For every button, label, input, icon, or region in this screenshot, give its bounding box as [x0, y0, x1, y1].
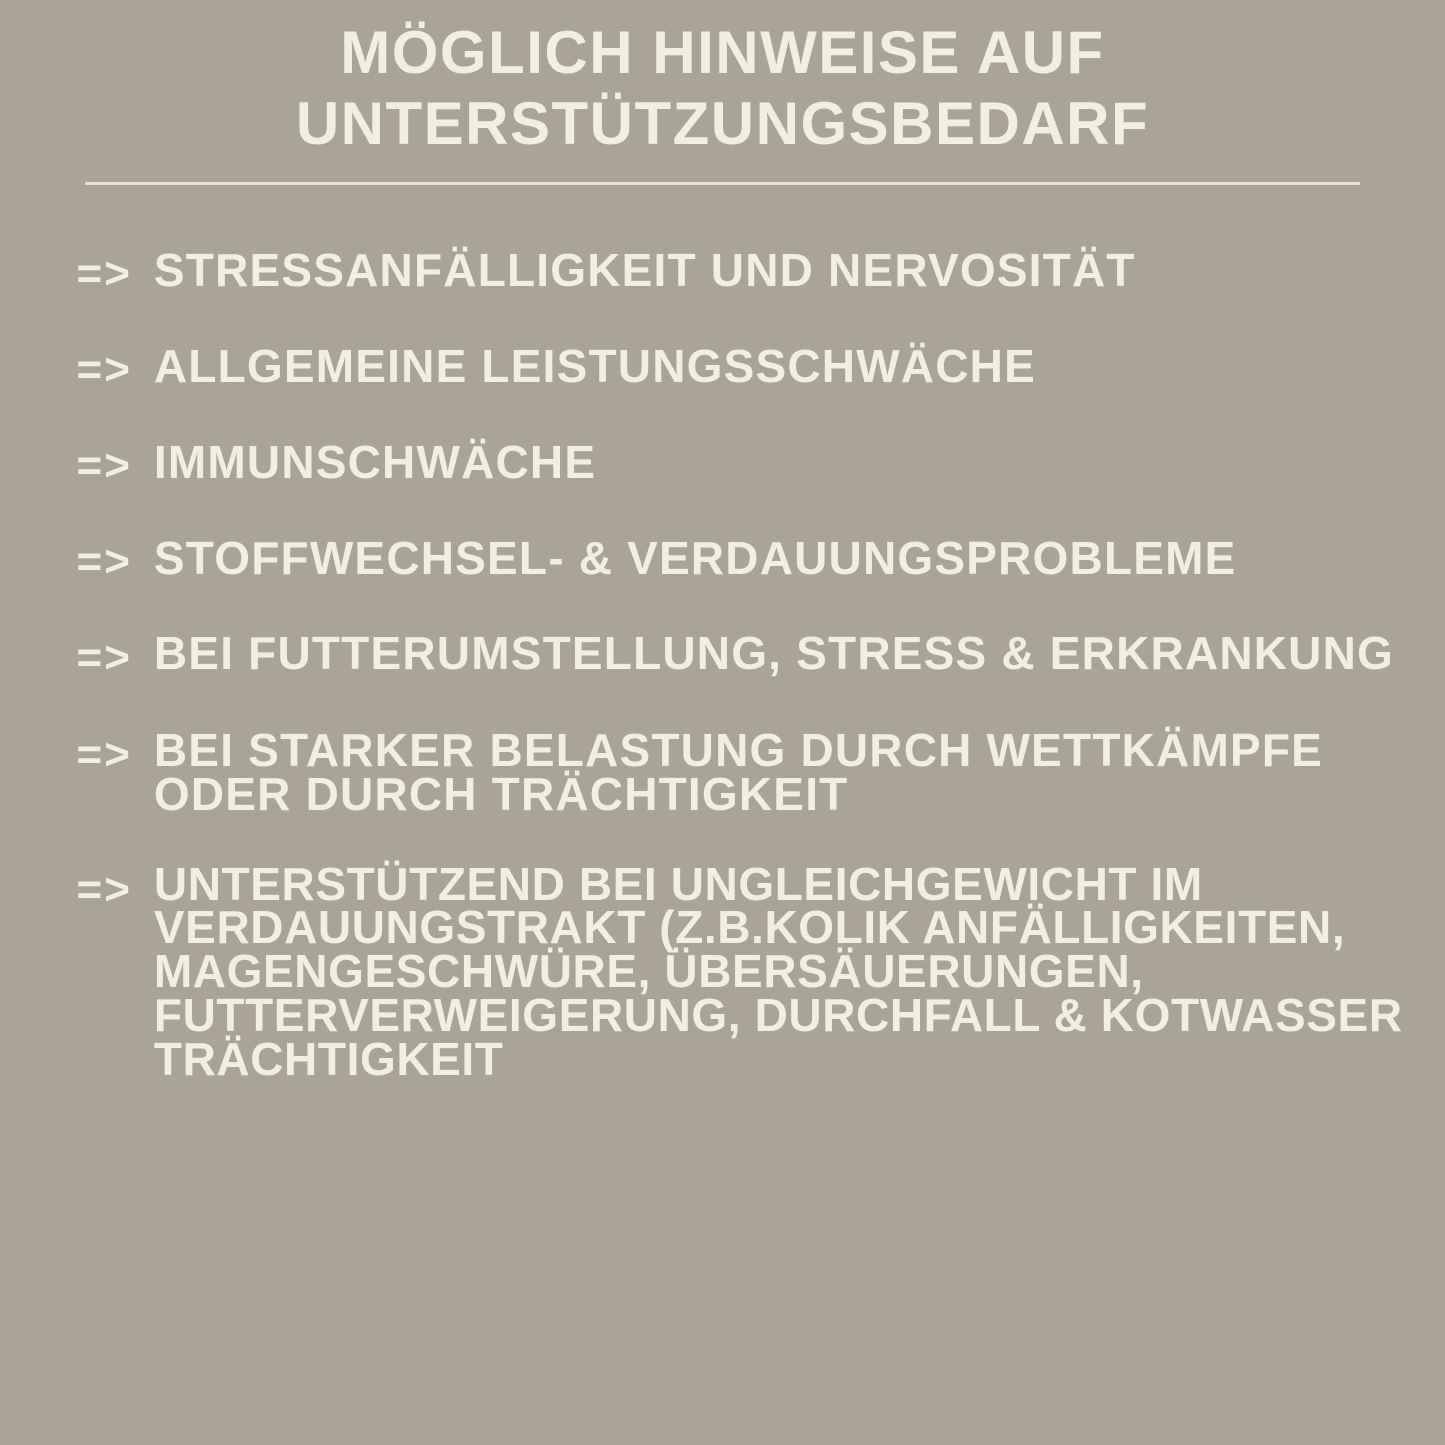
page-title-line-2: UNTERSTÜTZUNGSBEDARF [295, 89, 1150, 157]
list-item [76, 857, 1413, 1085]
list-item [76, 339, 1413, 394]
list-item-label: BEI FUTTERUMSTELLUNG, STRESS & ERKRANKUNG [153, 627, 1394, 680]
arrow-marker-icon: => [76, 440, 132, 490]
list-item-label: UNTERSTÜTZEND BEI UNGLEICHGEWICHT IM VERDAUUNGSTRAKT (Z.B.KOLIK ANFÄLLIGKEITEN, MAGENGESCHWÜRE, ÜBERSÄUERUNGEN, FUTTERVERWEIGERUNG, DURCHFALL & KOTWASSER TRÄCHTIGKEIT [153, 857, 1403, 1085]
benefit-list [33, 243, 1413, 1085]
arrow-marker-icon: => [76, 248, 132, 298]
list-item-label: BEI STARKER BELASTUNG DURCH WETTKÄMPFE ODER DURCH TRÄCHTIGKEIT [153, 723, 1324, 821]
list-item-label: STOFFWECHSEL- & VERDAUUNGSPROBLEME [153, 532, 1237, 585]
title-divider [85, 182, 1360, 185]
list-item [76, 435, 1413, 490]
list-item-label: IMMUNSCHWÄCHE [153, 435, 597, 488]
list-item [76, 723, 1413, 821]
list-item-label: STRESSANFÄLLIGKEIT UND NERVOSITÄT [153, 243, 1136, 296]
list-item-label: ALLGEMEINE LEISTUNGSSCHWÄCHE [153, 339, 1036, 392]
list-item [76, 627, 1413, 683]
arrow-marker-icon: => [76, 864, 132, 914]
arrow-marker-icon: => [76, 729, 132, 779]
page-title [78, 18, 1368, 160]
list-item [76, 532, 1413, 587]
arrow-marker-icon: => [76, 344, 132, 394]
list-item [76, 243, 1413, 298]
arrow-marker-icon: => [76, 537, 132, 587]
page-title-line-1: MÖGLICH HINWEISE AUF [340, 19, 1105, 86]
arrow-marker-icon: => [76, 633, 132, 683]
